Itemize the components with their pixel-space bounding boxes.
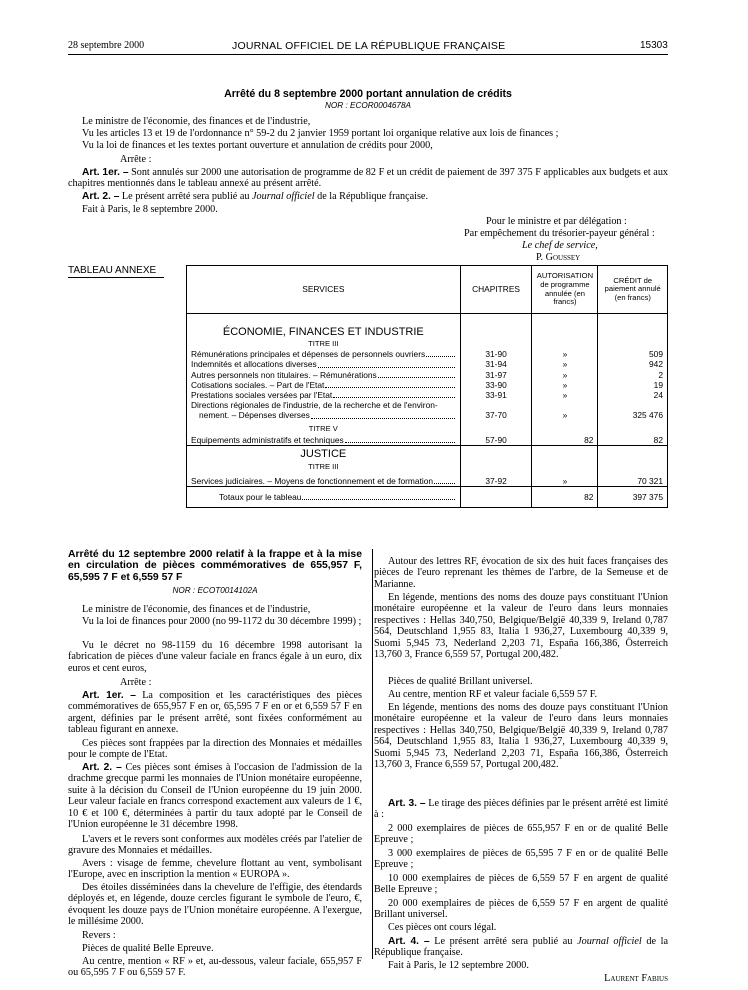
row-chapitre: 57-90: [460, 435, 532, 446]
arrete1-fait: Fait à Paris, le 8 septembre 2000.: [82, 204, 218, 215]
arrete2-centre: Au centre, mention « RF » et, au-dessous, valeur faciale, 655,957 F ou 65,595 7 F ou 6,559 57 F.: [68, 956, 362, 979]
arrete2-art1: [68, 690, 362, 736]
table-row: [187, 435, 668, 446]
tirage-item: 3 000 exemplaires de pièces de 65,595 7 F en or de qualité Belle Epreuve ;: [374, 848, 668, 871]
arrete2-signature: Laurent Fabius: [604, 973, 668, 984]
row-credit: 509: [598, 349, 668, 359]
arrete1-art2-text-b: de la République française.: [314, 191, 428, 202]
arrete2-centre2: Au centre, mention RF et valeur faciale 6,559 57 F.: [388, 689, 598, 700]
arrete2-cours: Ces pièces ont cours légal.: [388, 922, 497, 933]
arrete2-art1-label: Art. 1er. –: [82, 690, 136, 701]
page-number: 15303: [640, 40, 668, 51]
row-autorisation: »: [532, 349, 598, 359]
arrete2-avers-revers: L'avers et le revers sont conformes aux modèles créés par l'atelier de gravure des Monnaies et médailles.: [68, 834, 362, 857]
arrete1-sig4: P. Goussey: [536, 252, 581, 263]
row-service-line1: Directions régionales de l'industrie, de la recherche et de l'environ-: [187, 400, 461, 410]
row-credit: 942: [598, 359, 668, 369]
row-service: Equipements administratifs et techniques: [191, 434, 344, 445]
titre-v: TITRE V: [187, 421, 461, 435]
row-autorisation: »: [532, 359, 598, 369]
row-service: Cotisations sociales. – Part de l'Etat: [191, 379, 325, 390]
row-credit: 24: [598, 390, 668, 400]
row-service: Rémunérations principales et dépenses de personnels ouvriers: [191, 349, 426, 360]
arrete2-legende1: En légende, mentions des noms des douze pays constituant l'Union monétaire européenne et la valeur de l'euro dans leurs monnaies respectives : Hellas 340,750, Belgique/België 40,339 9, Ireland 0,787 564, Deutschland 1,955 83, Italia 1 936,27, Luxembourg 40,339 9, Suomi 5,945 73, Nederland 2,203 71, España 166,386, Österreich 13,760 3, France 6,559 57, Portugal 200,482.: [374, 592, 668, 661]
annex-label-rule: [68, 277, 164, 278]
row-autorisation: »: [532, 380, 598, 390]
arrete1-art2-text-a: Le présent arrêté sera publié au: [121, 191, 253, 202]
arrete1-art1-text: Sont annulés sur 2000 une autorisation de programme de 82 F et un crédit de paiement de 397 375 F applicables aux budgets et aux chapitres mentionnés dans le tableau annexé au présent arrêté.: [68, 167, 669, 190]
arrete2-art2-text: Ces pièces sont émises à l'occasion de l'admission de la drachme grecque parmi les monnaies de l'Union monétaire européenne, suite à la décision du Conseil de l'Union européenne du 19 juin 2000. Leur valeur faciale en francs correspond exactement aux valeurs de 1 €, 10 € et 100 €, déterminées à partir du taux adopté par le Conseil de l'Union européenne le 31 décembre 1998.: [68, 762, 363, 831]
total-credit: 397 375: [598, 487, 668, 508]
arrete1-vu1: Vu les articles 13 et 19 de l'ordonnance n° 59-2 du 2 janvier 1959 portant loi organique relative aux lois de finances ;: [82, 128, 559, 139]
section-justice: JUSTICE: [187, 445, 461, 462]
row-autorisation: 82: [532, 435, 598, 446]
arrete2-fait: Fait à Paris, le 12 septembre 2000.: [388, 960, 529, 971]
arrete2-nor: NOR : ECOT0014102A: [172, 586, 258, 595]
row-autorisation: »: [532, 390, 598, 400]
section-economie: ÉCONOMIE, FINANCES ET INDUSTRIE: [187, 326, 461, 339]
tirage-item: 20 000 exemplaires de pièces de 6,559 57 F en argent de qualité Brillant universel.: [374, 898, 668, 921]
arrete2-avers: Avers : visage de femme, chevelure flottant au vent, symbolisant l'Europe, avec en inscription la mention « EUROPA ».: [68, 858, 362, 881]
row-credit: 19: [598, 380, 668, 390]
annex-table: [186, 265, 668, 508]
row-credit: 325 476: [598, 410, 668, 420]
total-row: [187, 487, 668, 508]
row-service: Services judiciaires. – Moyens de fonctionnement et de formation: [191, 475, 434, 486]
arrete2-art3-text: Le tirage des pièces définies par le présent arrêté est limité à :: [374, 798, 668, 821]
col-credit: CRÉDIT de paiement annulé (en francs): [598, 266, 668, 314]
arrete2-etoiles: Des étoiles disséminées dans la chevelure de l'effigie, des étendards déployés et, en légende, douze cercles figurant le symbole de l'euro, €, évoquent les douze pays de l'Union monétaire européenne. A l'exergue, le millésime 2000.: [68, 882, 362, 928]
col-services: SERVICES: [187, 266, 461, 314]
arrete2-pieces: Ces pièces sont frappées par la direction des Monnaies et médailles pour le compte de l'Etat.: [68, 738, 362, 761]
titre-iii-justice: TITRE III: [187, 462, 461, 472]
total-label: Totaux pour le tableau: [219, 491, 302, 502]
row-credit: 82: [598, 435, 668, 446]
annex-label: TABLEAU ANNEXE: [68, 265, 157, 276]
row-credit: 70 321: [598, 472, 668, 487]
arrete2-art3: [374, 798, 668, 821]
arrete1-art2-label: Art. 2. –: [82, 191, 120, 202]
column-divider: [372, 549, 373, 959]
row-autorisation: »: [532, 410, 598, 420]
table-row: [187, 349, 668, 359]
arrete2-art4-text-b: de la République française.: [374, 936, 669, 959]
arrete1-art1-label: Art. 1er. –: [82, 167, 129, 178]
row-service: Autres personnels non titulaires. – Rémunérations: [191, 369, 377, 380]
arrete1-sig2: Par empêchement du trésorier-payeur général :: [464, 228, 655, 239]
arrete2-art4-label: Art. 4. –: [388, 936, 430, 947]
arrete2-legende2: En légende, mentions des noms des douze pays constituant l'Union monétaire européenne et la valeur de l'euro dans leurs monnaies respectives : Hellas 340,750, Belgique/België 40,339 9, Ireland 0,787 564, Deutschland 1,955 83, Italia 1 936,27, Luxembourg 40,339 9, Suomi 5,945 73, Nederland 2,203 71, España 166,386, Österreich 13,760 3, France 6,559 57, Portugal 200,482.: [374, 702, 668, 771]
col-autorisation: AUTORISATION de programme annulée (en francs): [532, 266, 598, 314]
row-chapitre: 31-97: [460, 370, 532, 380]
row-service: Prestations sociales versées par l'Etat: [191, 390, 333, 401]
journal-title: JOURNAL OFFICIEL DE LA RÉPUBLIQUE FRANÇAISE: [232, 40, 506, 52]
arrete2-art3-label: Art. 3. –: [388, 798, 426, 809]
arrete1-art2-text-i: Journal officiel: [252, 191, 315, 202]
arrete1-art1: [68, 167, 668, 190]
arrete2-autour: Autour des lettres RF, évocation de six des huit faces françaises des pièces de l'euro reprenant les thèmes de l'arbre, de la Semeuse et de Marianne.: [374, 556, 668, 590]
row-autorisation: »: [532, 370, 598, 380]
table-row: [187, 472, 668, 487]
arrete1-arrete: Arrête :: [120, 154, 152, 165]
col-chapitres: CHAPITRES: [460, 266, 532, 314]
arrete2-art4: [374, 936, 668, 959]
row-service-line2: nement. – Dépenses diverses: [199, 410, 310, 421]
arrete2-vu1: Vu la loi de finances pour 2000 (no 99-1172 du 30 décembre 1999) ;: [82, 616, 362, 627]
arrete1-nor: NOR : ECOR0004678A: [324, 101, 411, 110]
row-credit: 2: [598, 370, 668, 380]
arrete2-art4-text-a: Le présent arrêté sera publié au: [434, 936, 578, 947]
arrete2-vu2: Vu le décret no 98-1159 du 16 décembre 1998 autorisant la fabrication de pièces d'une valeur faciale en francs égale à un euro, dix euros et cent euros,: [68, 640, 362, 674]
row-chapitre: 37-70: [460, 410, 532, 420]
arrete2-revers: Revers :: [82, 930, 116, 941]
arrete1-sig1: Pour le ministre et par délégation :: [486, 216, 627, 227]
row-chapitre: 31-94: [460, 359, 532, 369]
table-row: [187, 410, 668, 420]
arrete1-art2: [82, 191, 668, 202]
arrete2-art2: [68, 762, 362, 830]
arrete2-art1-text: La composition et les caractéristiques des pièces commémoratives de 655,957 F en or, 65,595 7 F en or et 6,559 57 F en argent, définies par le présent arrêté, sont fixées conformément au tableau figurant en annexe.: [68, 690, 363, 736]
arrete2-art2-label: Art. 2. –: [82, 762, 122, 773]
arrete1-sig3: Le chef de service,: [522, 240, 598, 251]
row-chapitre: 37-92: [460, 472, 532, 487]
annex-header-row: [187, 266, 668, 314]
row-service: Indemnités et allocations diverses: [191, 359, 317, 370]
arrete2-title: Arrêté du 12 septembre 2000 relatif à la frappe et à la mise en circulation de pièces commémoratives de 655,957 F, 65,595 7 F et 6,559 57 F: [68, 549, 362, 583]
tirage-item: 10 000 exemplaires de pièces de 6,559 57 F en argent de qualité Belle Epreuve ;: [374, 873, 668, 896]
arrete2-art4-text-i: Journal officiel: [577, 936, 642, 947]
table-row: [187, 390, 668, 400]
row-chapitre: 33-91: [460, 390, 532, 400]
table-row: [187, 359, 668, 369]
total-autorisation: 82: [532, 487, 598, 508]
titre-iii: TITRE III: [187, 339, 461, 349]
row-chapitre: 31-90: [460, 349, 532, 359]
header-date: 28 septembre 2000: [68, 40, 145, 51]
table-row: [187, 380, 668, 390]
arrete2-arrete: Arrête :: [120, 677, 152, 688]
arrete1-vu2: Vu la loi de finances et les textes portant ouverture et annulation de crédits pour 2000,: [82, 140, 433, 151]
table-row: [187, 370, 668, 380]
arrete1-title: Arrêté du 8 septembre 2000 portant annulation de crédits: [224, 88, 512, 100]
arrete1-minister: Le ministre de l'économie, des finances et de l'industrie,: [82, 116, 311, 127]
arrete2-belle: Pièces de qualité Belle Epreuve.: [82, 943, 214, 954]
tirage-item: 2 000 exemplaires de pièces de 655,957 F en or de qualité Belle Epreuve ;: [374, 823, 668, 846]
arrete2-brillant: Pièces de qualité Brillant universel.: [388, 676, 533, 687]
row-chapitre: 33-90: [460, 380, 532, 390]
row-autorisation: »: [532, 472, 598, 487]
header-rule: [68, 54, 668, 55]
arrete2-minister: Le ministre de l'économie, des finances et de l'industrie,: [82, 604, 311, 615]
